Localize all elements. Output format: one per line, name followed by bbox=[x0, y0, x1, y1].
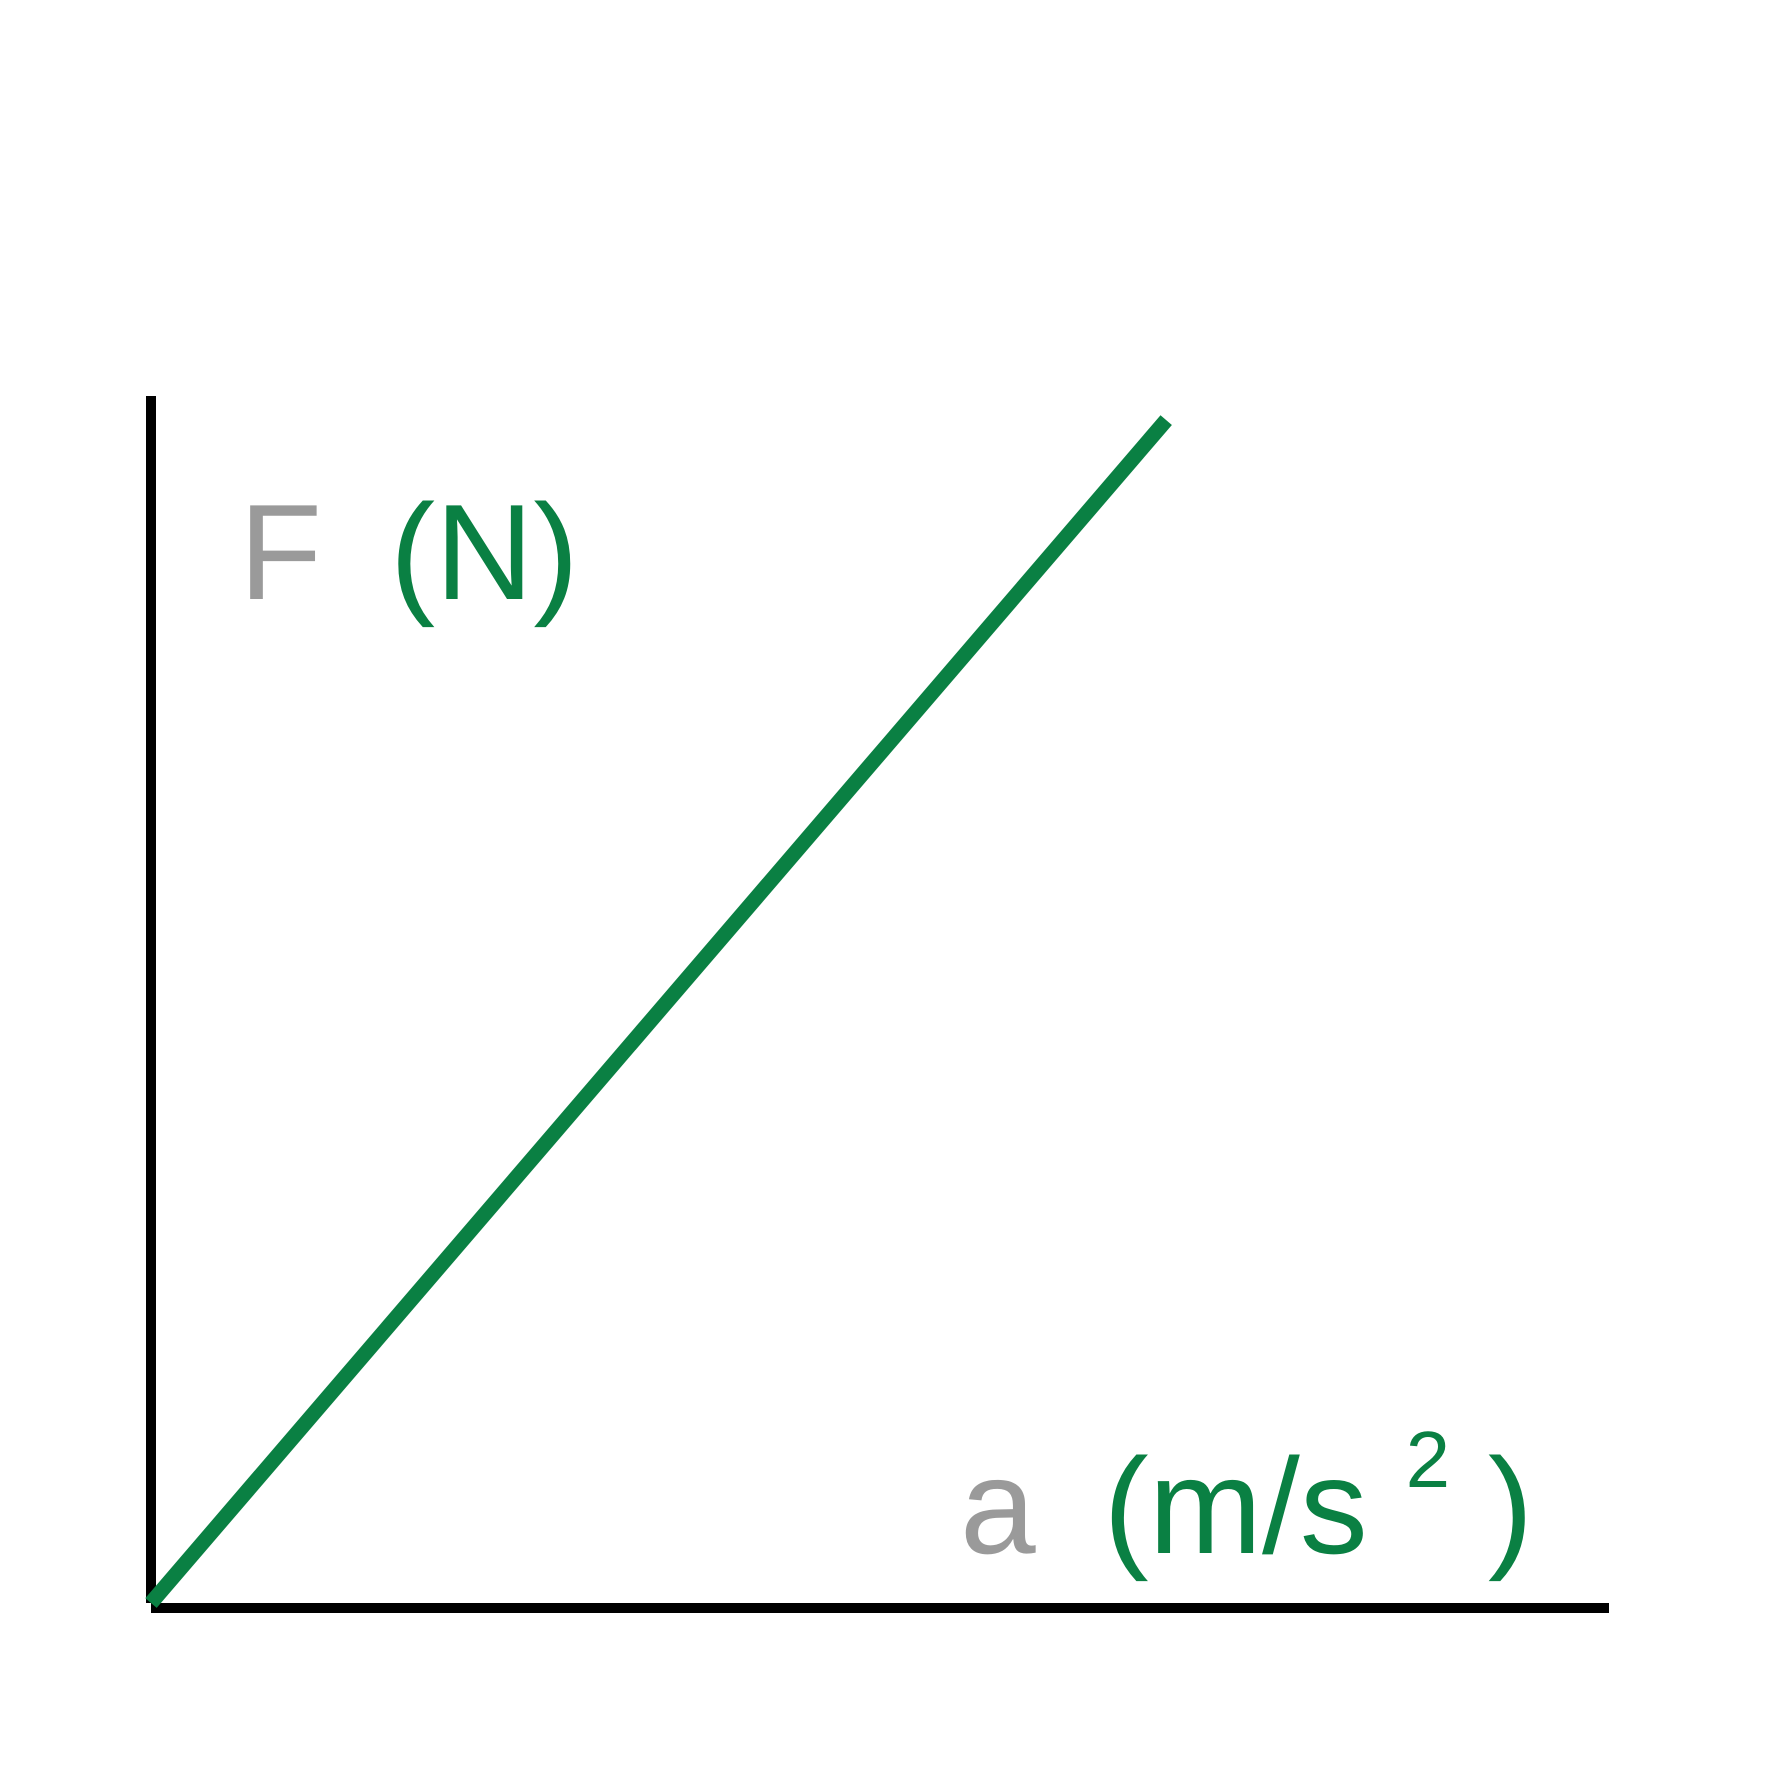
x-axis-symbol: a bbox=[960, 1430, 1036, 1582]
x-axis-unit-close: ) bbox=[1487, 1430, 1534, 1582]
y-axis-unit: (N) bbox=[389, 476, 579, 628]
y-axis-label bbox=[239, 476, 579, 628]
y-axis-symbol: F bbox=[239, 476, 323, 628]
x-axis-unit-exponent: 2 bbox=[1405, 1415, 1451, 1504]
x-axis-unit: (m/s bbox=[1103, 1430, 1368, 1582]
